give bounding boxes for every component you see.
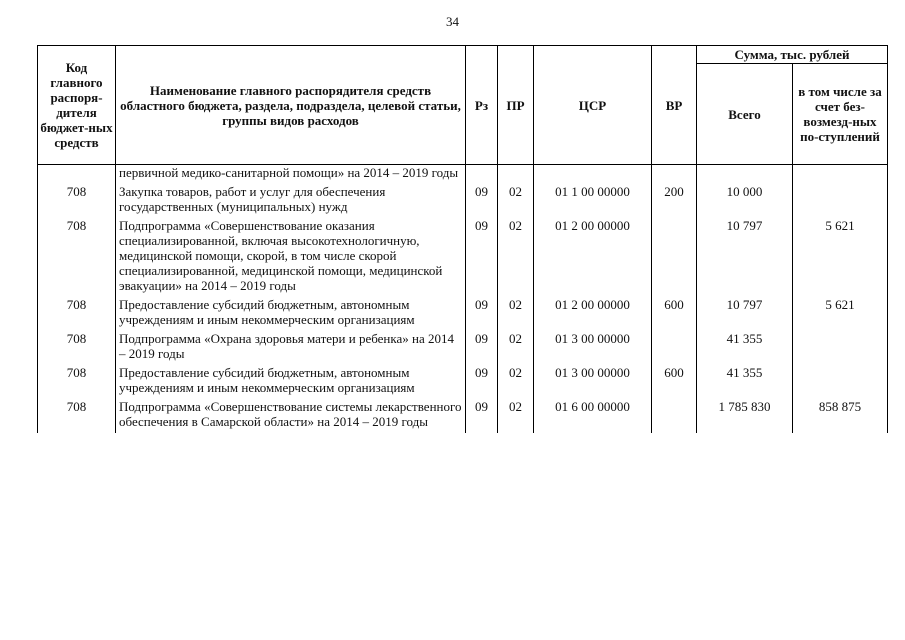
header-sum-group: Сумма, тыс. рублей <box>697 46 888 64</box>
cell-rz: 09 <box>466 331 498 365</box>
cell-csr: 01 6 00 00000 <box>534 399 652 433</box>
cell-rz <box>466 165 498 185</box>
header-pr: ПР <box>498 46 534 165</box>
budget-table <box>37 45 888 433</box>
header-total: Всего <box>697 64 793 165</box>
cell-vr <box>652 165 697 185</box>
cell-total: 41 355 <box>697 331 793 365</box>
cell-name: Закупка товаров, работ и услуг для обеспечения государственных (муниципальных) нужд <box>116 184 466 218</box>
cell-vr: 600 <box>652 365 697 399</box>
cell-code: 708 <box>38 399 116 433</box>
cell-rz: 09 <box>466 184 498 218</box>
cell-vr <box>652 218 697 297</box>
cell-name: Подпрограмма «Охрана здоровья матери и ребенка» на 2014 – 2019 годы <box>116 331 466 365</box>
header-code: Код главного распоря-дителя бюджет-ных средств <box>38 46 116 165</box>
cell-pr: 02 <box>498 365 534 399</box>
cell-rz: 09 <box>466 399 498 433</box>
cell-csr: 01 2 00 00000 <box>534 297 652 331</box>
cell-total <box>697 165 793 185</box>
cell-code <box>38 165 116 185</box>
cell-code: 708 <box>38 184 116 218</box>
cell-total: 41 355 <box>697 365 793 399</box>
cell-pr <box>498 165 534 185</box>
cell-incl <box>793 165 888 185</box>
cell-pr: 02 <box>498 184 534 218</box>
cell-pr: 02 <box>498 399 534 433</box>
cell-csr: 01 2 00 00000 <box>534 218 652 297</box>
cell-total: 1 785 830 <box>697 399 793 433</box>
cell-pr: 02 <box>498 331 534 365</box>
cell-incl <box>793 365 888 399</box>
cell-name: первичной медико-санитарной помощи» на 2014 – 2019 годы <box>116 165 466 185</box>
header-name: Наименование главного распорядителя средств областного бюджета, раздела, подраздела, целевой статьи, группы видов расходов <box>116 46 466 165</box>
cell-vr: 200 <box>652 184 697 218</box>
cell-code: 708 <box>38 297 116 331</box>
cell-vr <box>652 399 697 433</box>
cell-name: Предоставление субсидий бюджетным, автономным учреждениям и иным некоммерческим организациям <box>116 297 466 331</box>
cell-code: 708 <box>38 218 116 297</box>
table-row <box>38 184 888 218</box>
cell-name: Подпрограмма «Совершенствование оказания специализированной, включая высокотехнологичную, медицинской помощи, скорой, в том числе скорой специализированной, медицинской помощи, медицинской эвакуации» на 2014 – 2019 годы <box>116 218 466 297</box>
table-header <box>38 46 888 165</box>
cell-name: Подпрограмма «Совершенствование системы лекарственного обеспечения в Самарской области» на 2014 – 2019 годы <box>116 399 466 433</box>
cell-csr: 01 1 00 00000 <box>534 184 652 218</box>
header-rz: Рз <box>466 46 498 165</box>
table-row <box>38 218 888 297</box>
cell-rz: 09 <box>466 218 498 297</box>
cell-total: 10 000 <box>697 184 793 218</box>
header-vr: ВР <box>652 46 697 165</box>
cell-total: 10 797 <box>697 218 793 297</box>
cell-incl: 858 875 <box>793 399 888 433</box>
cell-csr: 01 3 00 00000 <box>534 331 652 365</box>
table-row <box>38 331 888 365</box>
table-row <box>38 165 888 185</box>
cell-rz: 09 <box>466 365 498 399</box>
cell-total: 10 797 <box>697 297 793 331</box>
cell-name: Предоставление субсидий бюджетным, автономным учреждениям и иным некоммерческим организациям <box>116 365 466 399</box>
table-row <box>38 399 888 433</box>
cell-code: 708 <box>38 365 116 399</box>
header-csr: ЦСР <box>534 46 652 165</box>
cell-vr <box>652 331 697 365</box>
cell-incl <box>793 331 888 365</box>
page-number: 34 <box>446 14 459 29</box>
cell-incl: 5 621 <box>793 218 888 297</box>
cell-code: 708 <box>38 331 116 365</box>
table-body <box>38 165 888 434</box>
cell-pr: 02 <box>498 218 534 297</box>
cell-csr: 01 3 00 00000 <box>534 365 652 399</box>
table-row <box>38 297 888 331</box>
header-incl: в том числе за счет без-возмезд-ных по-ступлений <box>793 64 888 165</box>
cell-rz: 09 <box>466 297 498 331</box>
cell-csr <box>534 165 652 185</box>
cell-incl <box>793 184 888 218</box>
cell-incl: 5 621 <box>793 297 888 331</box>
cell-vr: 600 <box>652 297 697 331</box>
table-row <box>38 365 888 399</box>
cell-pr: 02 <box>498 297 534 331</box>
